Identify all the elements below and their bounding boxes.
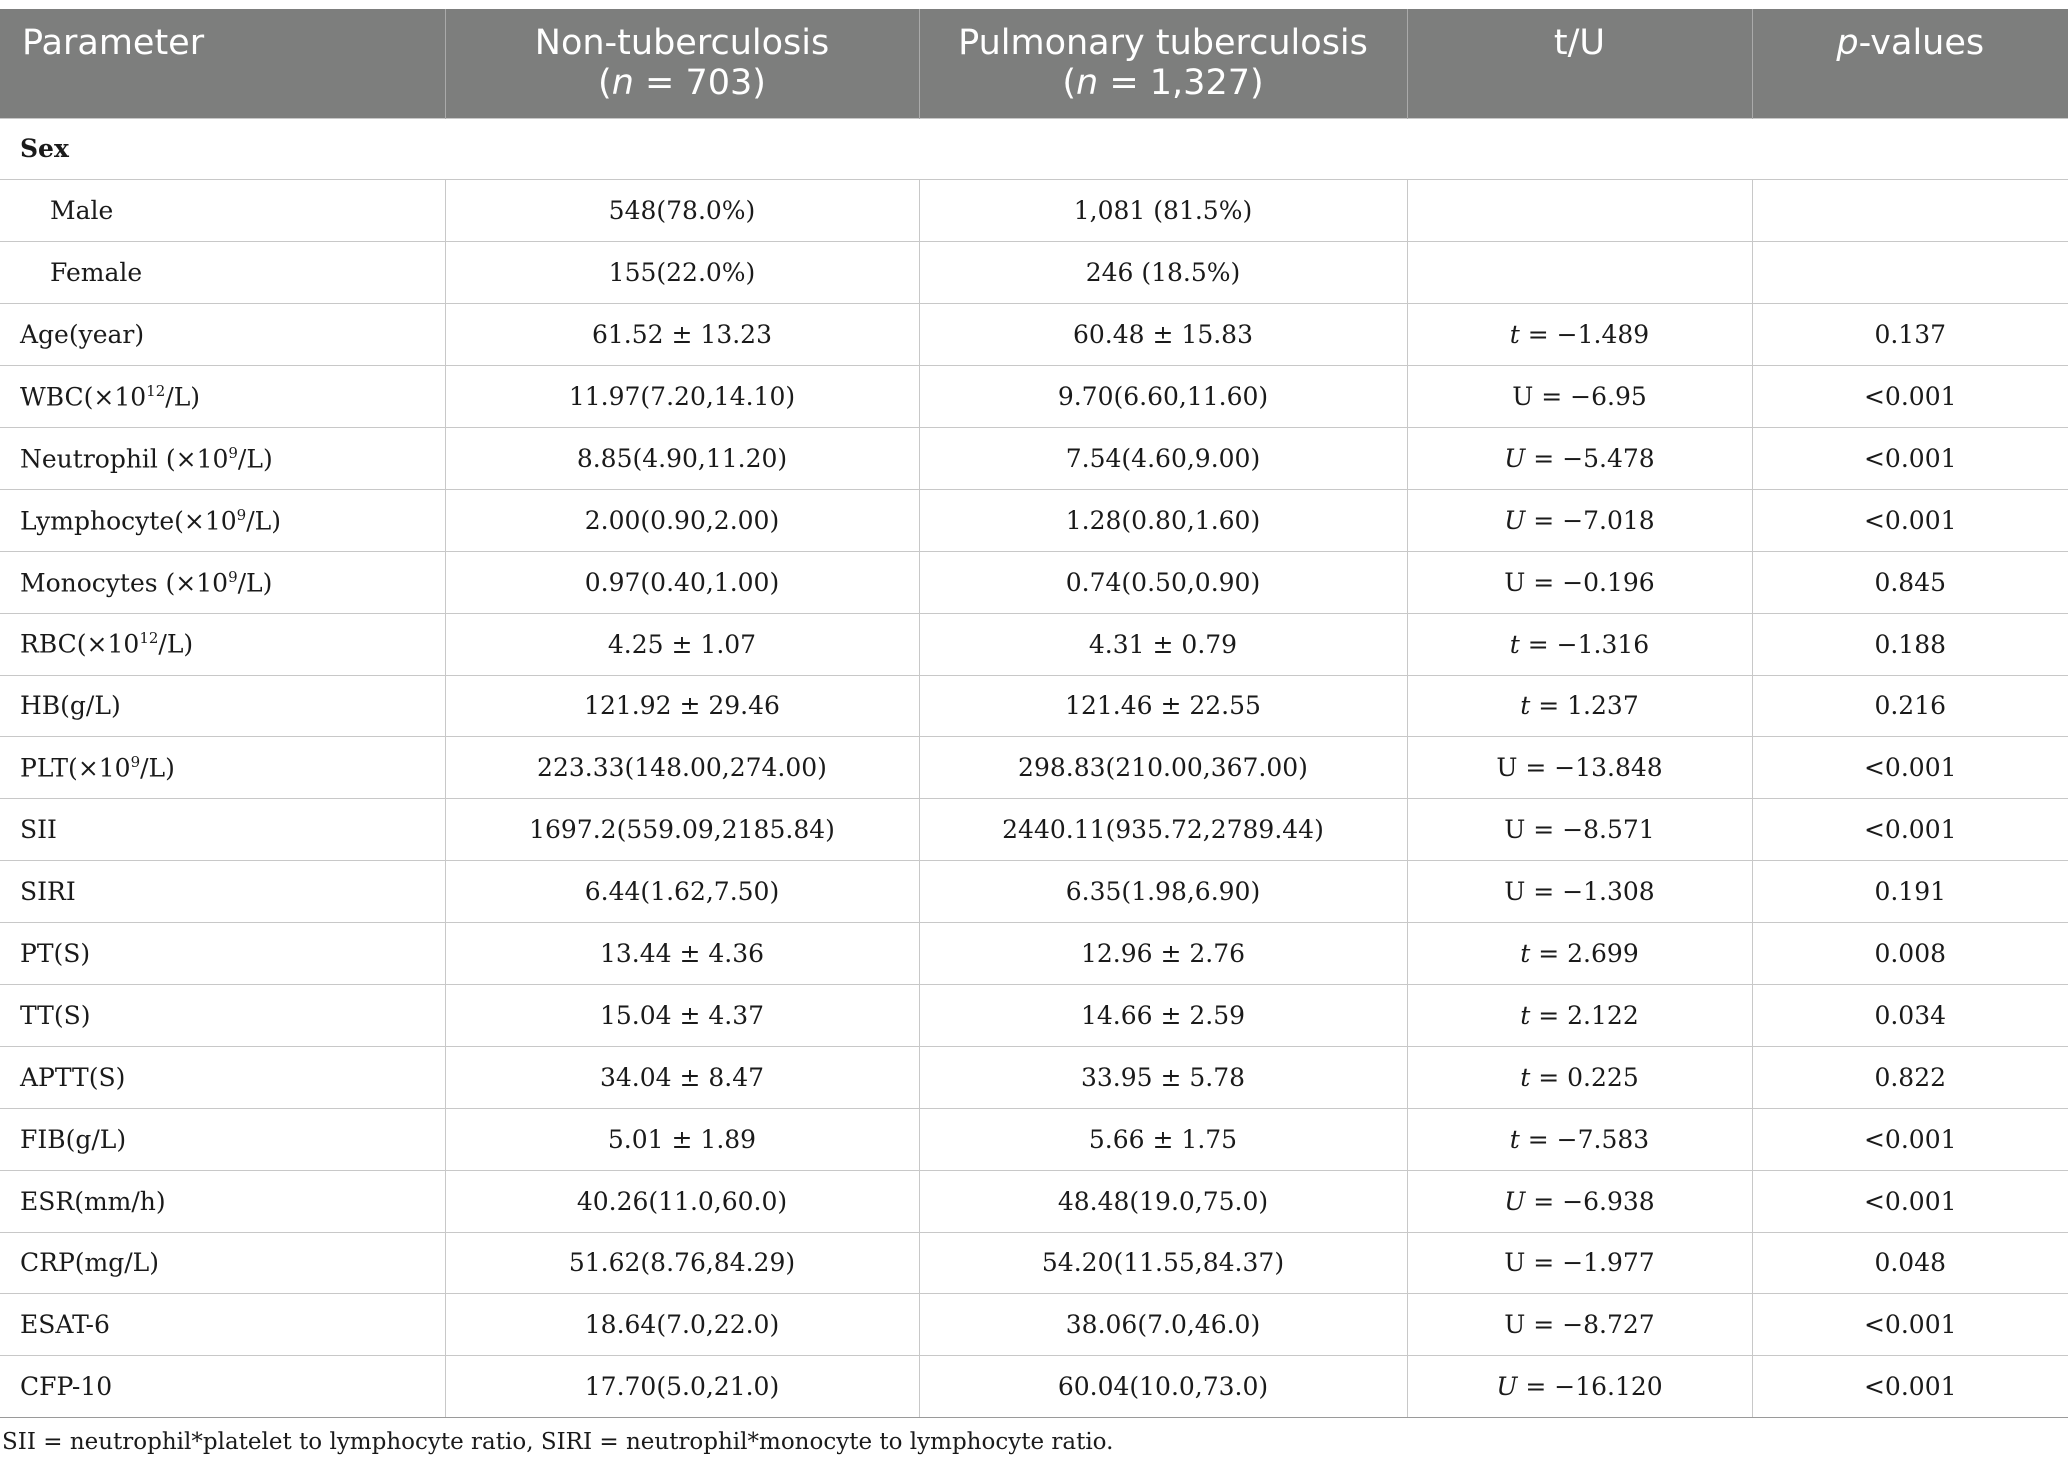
- table-row: [0, 675, 2068, 737]
- row-label-text: FIB(g/L): [20, 1124, 127, 1154]
- stat-var: U: [1504, 877, 1526, 907]
- stat-val: = −7.583: [1519, 1124, 1650, 1154]
- row-label-text: Age(year): [20, 320, 145, 350]
- cell-tb: 33.95 ± 5.78: [919, 1046, 1407, 1108]
- header-tb-n: [920, 63, 1407, 103]
- table-row: [0, 1356, 2068, 1418]
- cell-p: 0.034: [1752, 984, 2068, 1046]
- stat-val: = −6.95: [1533, 382, 1647, 411]
- header-non-tuberculosis: [445, 9, 919, 118]
- cell-p: 0.188: [1752, 613, 2068, 675]
- row-label-text: CRP(mg/L): [20, 1248, 160, 1278]
- cell-non-tb: 11.97(7.20,14.10): [445, 366, 919, 428]
- row-label: [0, 366, 445, 428]
- stat-val: = 2.122: [1530, 1000, 1639, 1030]
- table-row: [0, 984, 2068, 1046]
- row-label: [0, 489, 445, 551]
- cell-tb: 0.74(0.50,0.90): [919, 551, 1407, 613]
- cell-tb: 298.83(210.00,367.00): [919, 737, 1407, 799]
- stat-val: = 2.699: [1530, 939, 1639, 969]
- header-tb-n-rest: = 1,327): [1098, 63, 1264, 103]
- cell-tb: 2440.11(935.72,2789.44): [919, 799, 1407, 861]
- cell-non-tb: 4.25 ± 1.07: [445, 613, 919, 675]
- row-label-text: CFP-10: [20, 1372, 113, 1402]
- table-row: [0, 861, 2068, 923]
- row-label-unit: /L): [237, 567, 273, 597]
- cell-non-tb: 6.44(1.62,7.50): [445, 861, 919, 923]
- row-label-sup: 9: [236, 505, 247, 524]
- table-row: [0, 1294, 2068, 1356]
- cell-stat: [1407, 1108, 1752, 1170]
- header-non-tb-n-prefix: (: [598, 63, 612, 103]
- table-row: [0, 304, 2068, 366]
- cell-non-tb: 1697.2(559.09,2185.84): [445, 799, 919, 861]
- row-label-sup: 9: [228, 567, 238, 586]
- row-label-text: Monocytes (×10: [20, 567, 229, 597]
- stat-var: t: [1520, 1062, 1531, 1092]
- row-label-text: TT(S): [20, 1000, 91, 1030]
- row-label-text: SIRI: [20, 877, 76, 907]
- cell-stat: [1407, 427, 1752, 489]
- stat-var: t: [1520, 691, 1531, 721]
- cell-tb: 14.66 ± 2.59: [919, 984, 1407, 1046]
- row-label-sup: 9: [228, 443, 238, 462]
- header-non-tb-n-var: n: [611, 63, 634, 103]
- header-stat: t/U: [1407, 9, 1752, 118]
- row-label: [0, 861, 445, 923]
- cell-p: <0.001: [1752, 799, 2068, 861]
- stat-val: = 0.225: [1530, 1062, 1639, 1092]
- cell-tb: 7.54(4.60,9.00): [919, 427, 1407, 489]
- cell-non-tb: 5.01 ± 1.89: [445, 1108, 919, 1170]
- cell-stat: [1407, 242, 1752, 304]
- cell-stat: [1407, 923, 1752, 985]
- table-header: [0, 9, 2068, 118]
- cell-non-tb: 155(22.0%): [445, 242, 919, 304]
- cell-tb: 246 (18.5%): [919, 242, 1407, 304]
- row-label: [0, 427, 445, 489]
- table-row: [0, 242, 2068, 304]
- section-label-sex: Sex: [0, 118, 2068, 180]
- cell-tb: 5.66 ± 1.75: [919, 1108, 1407, 1170]
- cell-p: <0.001: [1752, 1356, 2068, 1418]
- header-non-tb-n: [446, 63, 919, 103]
- header-non-tb-n-rest: = 703): [633, 63, 766, 103]
- table-row: [0, 366, 2068, 428]
- row-label-text: RBC(×10: [20, 629, 140, 659]
- cell-non-tb: 17.70(5.0,21.0): [445, 1356, 919, 1418]
- row-label-text: ESAT-6: [20, 1310, 110, 1340]
- stat-var: U: [1504, 567, 1526, 597]
- stat-var: U: [1496, 753, 1518, 783]
- row-label: [0, 675, 445, 737]
- row-label: [0, 1108, 445, 1170]
- row-label: [0, 737, 445, 799]
- cell-stat: [1407, 613, 1752, 675]
- table-footnote: SII = neutrophil*platelet to lymphocyte ratio, SIRI = neutrophil*monocyte to lymphocyte ratio.: [2, 1429, 1114, 1455]
- cell-stat: [1407, 1356, 1752, 1418]
- row-label: [0, 304, 445, 366]
- stat-val: = −1.489: [1519, 320, 1650, 350]
- row-label-text: SII: [20, 815, 57, 845]
- stat-var: U: [1504, 1248, 1526, 1278]
- table-row: [0, 427, 2068, 489]
- stat-val: = −1.308: [1525, 877, 1655, 907]
- row-label: [0, 1232, 445, 1294]
- cell-tb: 6.35(1.98,6.90): [919, 861, 1407, 923]
- cell-non-tb: 51.62(8.76,84.29): [445, 1232, 919, 1294]
- header-tb-n-var: n: [1076, 63, 1099, 103]
- cell-non-tb: 223.33(148.00,274.00): [445, 737, 919, 799]
- stat-val: = −8.727: [1525, 1310, 1655, 1340]
- cell-p: <0.001: [1752, 1294, 2068, 1356]
- cell-p: [1752, 242, 2068, 304]
- header-non-tb-title: Non-tuberculosis: [534, 23, 830, 63]
- stat-val: = −1.977: [1525, 1248, 1655, 1278]
- cell-stat: [1407, 366, 1752, 428]
- cell-non-tb: 15.04 ± 4.37: [445, 984, 919, 1046]
- cell-non-tb: 61.52 ± 13.23: [445, 304, 919, 366]
- table-row: [0, 1046, 2068, 1108]
- stat-var: U: [1504, 505, 1526, 535]
- cell-p: 0.822: [1752, 1046, 2068, 1108]
- row-label-text: ESR(mm/h): [20, 1186, 166, 1216]
- row-label: [0, 1294, 445, 1356]
- stat-var: U: [1512, 382, 1534, 411]
- table-row: [0, 737, 2068, 799]
- cell-tb: 4.31 ± 0.79: [919, 613, 1407, 675]
- cell-tb: 48.48(19.0,75.0): [919, 1170, 1407, 1232]
- header-row: [0, 9, 2068, 118]
- cell-stat: [1407, 1294, 1752, 1356]
- header-tb-n-prefix: (: [1062, 63, 1077, 103]
- stat-var: U: [1504, 1186, 1526, 1216]
- cell-non-tb: 548(78.0%): [445, 180, 919, 242]
- row-label-unit: /L): [246, 505, 281, 535]
- cell-tb: 1,081 (81.5%): [919, 180, 1407, 242]
- cell-stat: [1407, 1046, 1752, 1108]
- row-label-text: HB(g/L): [20, 691, 121, 721]
- cell-tb: 38.06(7.0,46.0): [919, 1294, 1407, 1356]
- row-label-text: Neutrophil (×10: [20, 444, 229, 474]
- row-label: [0, 1170, 445, 1232]
- cell-p: <0.001: [1752, 366, 2068, 428]
- cell-non-tb: 40.26(11.0,60.0): [445, 1170, 919, 1232]
- row-label-text: WBC(×10: [20, 382, 147, 412]
- row-label-sup: 12: [139, 629, 159, 648]
- cell-tb: 54.20(11.55,84.37): [919, 1232, 1407, 1294]
- cell-stat: [1407, 551, 1752, 613]
- cell-p: <0.001: [1752, 489, 2068, 551]
- row-label: [0, 923, 445, 985]
- stat-val: = −13.848: [1517, 753, 1663, 783]
- table-row: [0, 799, 2068, 861]
- stat-var: t: [1520, 1000, 1531, 1030]
- table-body: [0, 118, 2068, 1418]
- cell-p: 0.845: [1752, 551, 2068, 613]
- stat-var: U: [1496, 1372, 1518, 1402]
- cell-p: 0.137: [1752, 304, 2068, 366]
- cell-stat: [1407, 984, 1752, 1046]
- stat-var: t: [1520, 939, 1531, 969]
- header-tb-title: Pulmonary tuberculosis: [958, 23, 1368, 63]
- section-row-sex: [0, 118, 2068, 180]
- table-row: [0, 489, 2068, 551]
- cell-tb: 9.70(6.60,11.60): [919, 366, 1407, 428]
- row-label-unit: /L): [165, 382, 201, 412]
- row-label-text: Lymphocyte(×10: [20, 505, 237, 535]
- cell-p: 0.048: [1752, 1232, 2068, 1294]
- header-p-var: p: [1836, 23, 1859, 63]
- row-label: [0, 1356, 445, 1418]
- row-label-unit: /L): [158, 629, 194, 659]
- stat-val: = −1.316: [1519, 629, 1650, 659]
- cell-stat: [1407, 737, 1752, 799]
- stat-val: = 1.237: [1530, 691, 1639, 721]
- table-row: [0, 1108, 2068, 1170]
- stat-val: = −6.938: [1525, 1186, 1655, 1216]
- cell-stat: [1407, 304, 1752, 366]
- table-row: [0, 180, 2068, 242]
- cell-stat: [1407, 861, 1752, 923]
- stat-val: = −16.120: [1517, 1372, 1663, 1402]
- header-parameter: Parameter: [0, 9, 445, 118]
- stat-val: = −0.196: [1525, 567, 1655, 597]
- stat-var: t: [1509, 1124, 1520, 1154]
- table-row: [0, 1232, 2068, 1294]
- row-label-unit: /L): [237, 444, 273, 474]
- table-row: [0, 1170, 2068, 1232]
- cell-non-tb: 0.97(0.40,1.00): [445, 551, 919, 613]
- header-p-values: [1752, 9, 2068, 118]
- cell-non-tb: 121.92 ± 29.46: [445, 675, 919, 737]
- table-row: [0, 923, 2068, 985]
- stat-val: = −5.478: [1525, 443, 1655, 473]
- stat-val: = −8.571: [1525, 815, 1655, 845]
- cell-stat: [1407, 1170, 1752, 1232]
- cell-p: <0.001: [1752, 427, 2068, 489]
- cell-non-tb: 34.04 ± 8.47: [445, 1046, 919, 1108]
- cell-tb: 60.04(10.0,73.0): [919, 1356, 1407, 1418]
- cell-p: 0.008: [1752, 923, 2068, 985]
- row-label: [0, 1046, 445, 1108]
- table-row: [0, 613, 2068, 675]
- row-label: [0, 613, 445, 675]
- cell-stat: [1407, 675, 1752, 737]
- stat-var: t: [1509, 320, 1520, 350]
- stat-var: U: [1504, 815, 1526, 845]
- cell-p: <0.001: [1752, 1170, 2068, 1232]
- stat-var: t: [1509, 629, 1520, 659]
- cell-p: 0.216: [1752, 675, 2068, 737]
- row-label: Female: [0, 242, 445, 304]
- data-table: [0, 9, 2068, 1418]
- table-row: [0, 551, 2068, 613]
- cell-p: 0.191: [1752, 861, 2068, 923]
- row-label: [0, 984, 445, 1046]
- cell-stat: [1407, 1232, 1752, 1294]
- row-label-text: APTT(S): [20, 1062, 126, 1092]
- row-label-sup: 12: [146, 381, 166, 400]
- row-label-unit: /L): [140, 753, 175, 783]
- row-label: [0, 799, 445, 861]
- cell-p: <0.001: [1752, 737, 2068, 799]
- row-label-sup: 9: [130, 753, 141, 772]
- cell-tb: 12.96 ± 2.76: [919, 923, 1407, 985]
- row-label-text: PLT(×10: [20, 753, 131, 783]
- stat-val: = −7.018: [1525, 505, 1655, 535]
- cell-tb: 121.46 ± 22.55: [919, 675, 1407, 737]
- cell-stat: [1407, 799, 1752, 861]
- cell-non-tb: 18.64(7.0,22.0): [445, 1294, 919, 1356]
- cell-tb: 1.28(0.80,1.60): [919, 489, 1407, 551]
- header-pulmonary-tuberculosis: [919, 9, 1407, 118]
- row-label-text: PT(S): [20, 939, 91, 969]
- cell-stat: [1407, 489, 1752, 551]
- cell-non-tb: 2.00(0.90,2.00): [445, 489, 919, 551]
- cell-tb: 60.48 ± 15.83: [919, 304, 1407, 366]
- cell-p: [1752, 180, 2068, 242]
- stat-var: U: [1504, 443, 1526, 473]
- row-label: [0, 551, 445, 613]
- cell-p: <0.001: [1752, 1108, 2068, 1170]
- header-p-rest: -values: [1858, 23, 1985, 63]
- cell-non-tb: 13.44 ± 4.36: [445, 923, 919, 985]
- cell-stat: [1407, 180, 1752, 242]
- cell-non-tb: 8.85(4.90,11.20): [445, 427, 919, 489]
- stat-var: U: [1504, 1310, 1526, 1340]
- row-label: Male: [0, 180, 445, 242]
